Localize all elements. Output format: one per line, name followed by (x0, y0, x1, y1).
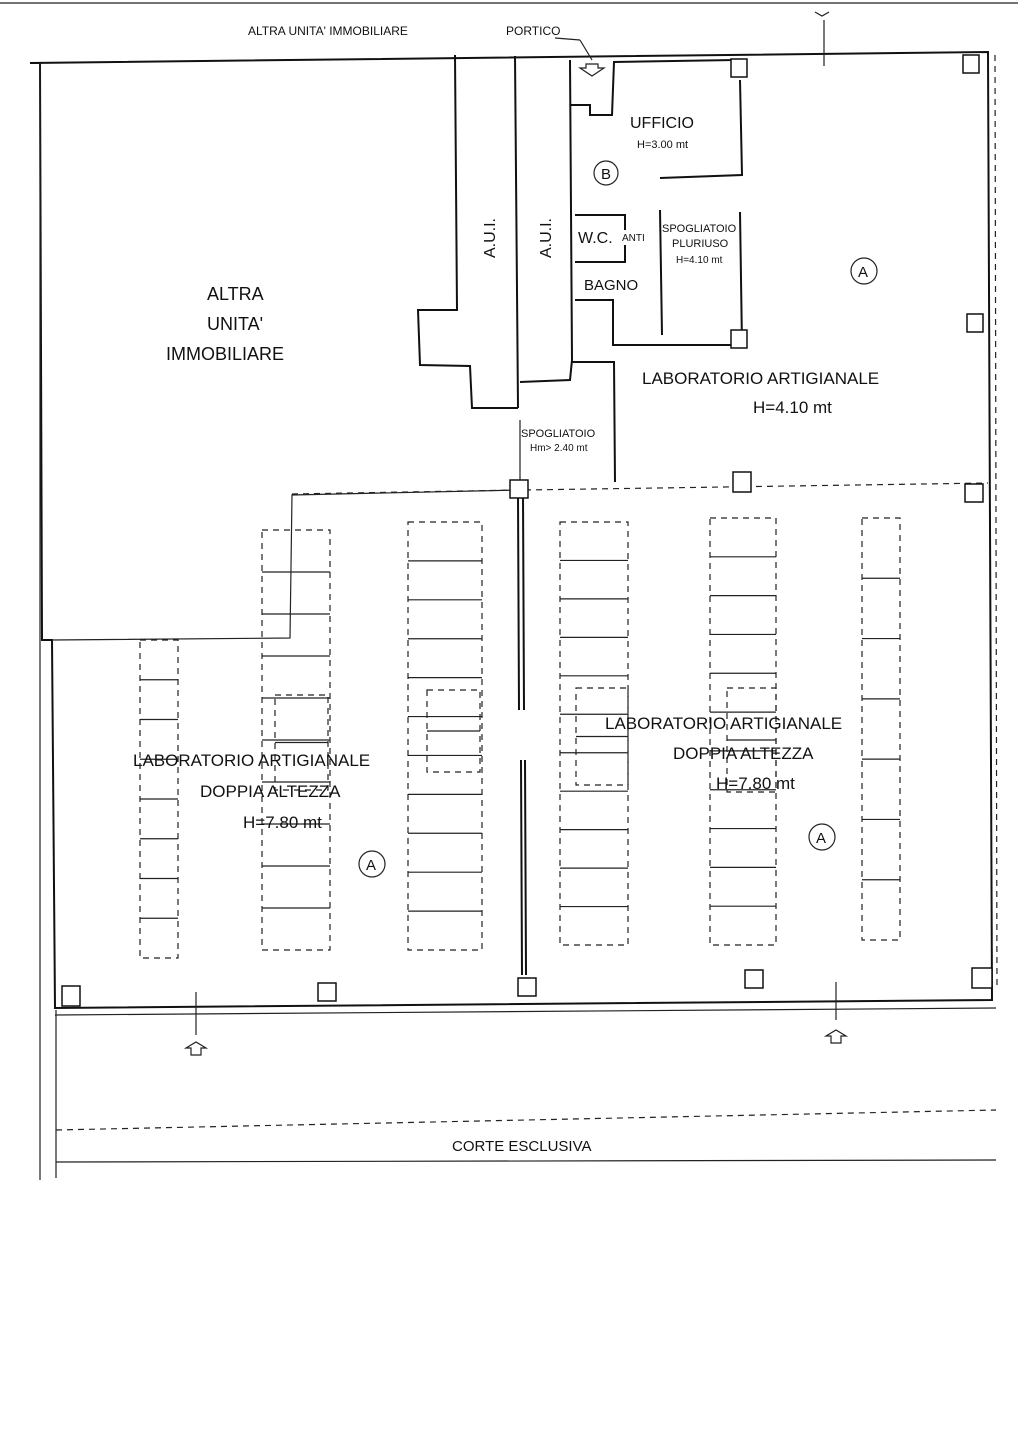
portico-arrow-icon (580, 64, 604, 76)
rack (560, 522, 628, 945)
lab-left-label: LABORATORIO ARTIGIANALE (133, 751, 371, 770)
aui-label: A.U.I. (482, 217, 499, 258)
rack (408, 522, 482, 950)
altra-unita-label: IMMOBILIARE (166, 344, 285, 364)
lab-top-label: LABORATORIO ARTIGIANALE (642, 369, 880, 388)
lab-left-label: DOPPIA ALTEZZA (200, 782, 341, 801)
central-wall (510, 480, 528, 975)
altra-unita-label: ALTRA (207, 284, 264, 304)
wc-label: W.C. (578, 230, 613, 247)
marker-b-label: B (601, 166, 612, 183)
rack (862, 518, 900, 940)
bagno-label: BAGNO (584, 277, 639, 294)
aui-label: A.U.I. (538, 217, 555, 258)
chevron-down-icon (815, 12, 829, 16)
column (731, 59, 747, 77)
altra-unita-boundary (52, 55, 520, 640)
spogliatoio-small-height: Hm> 2.40 mt (530, 443, 588, 454)
column (510, 480, 528, 498)
anti-label: ANTI (622, 233, 645, 244)
lab-top-height: H=4.10 mt (753, 398, 832, 417)
portico-label: PORTICO (506, 24, 561, 38)
lab-right-height: H=7.80 mt (716, 774, 795, 793)
columns (62, 55, 992, 1006)
marker-a-label: A (816, 830, 827, 847)
lab-right-label: LABORATORIO ARTIGIANALE (605, 714, 843, 733)
lab-left-height: H=7.80 mt (243, 813, 322, 832)
entrance-arrow-icon (826, 1030, 846, 1043)
racks (140, 518, 900, 958)
spogliatoio-pluriuso-label: PLURIUSO (672, 238, 729, 250)
ufficio-label: UFFICIO (630, 115, 694, 132)
building-outline (30, 52, 992, 1180)
spogliatoio-pluriuso-height: H=4.10 mt (676, 255, 723, 266)
entrance-arrow-icon (186, 1042, 206, 1055)
spogliatoio-small-label: SPOGLIATOIO (521, 428, 596, 440)
corte-label: CORTE ESCLUSIVA (452, 1138, 592, 1155)
corte-area (55, 982, 996, 1162)
column (731, 330, 747, 348)
top-neighbor-label: ALTRA UNITA' IMMOBILIARE (248, 24, 408, 38)
ufficio-height: H=3.00 mt (637, 139, 689, 151)
altra-unita-label: UNITA' (207, 314, 264, 334)
marker-a-label: A (366, 857, 377, 874)
marker-a-label: A (858, 264, 869, 281)
lab-right-label: DOPPIA ALTEZZA (673, 744, 814, 763)
spogliatoio-pluriuso-label: SPOGLIATOIO (662, 223, 737, 235)
